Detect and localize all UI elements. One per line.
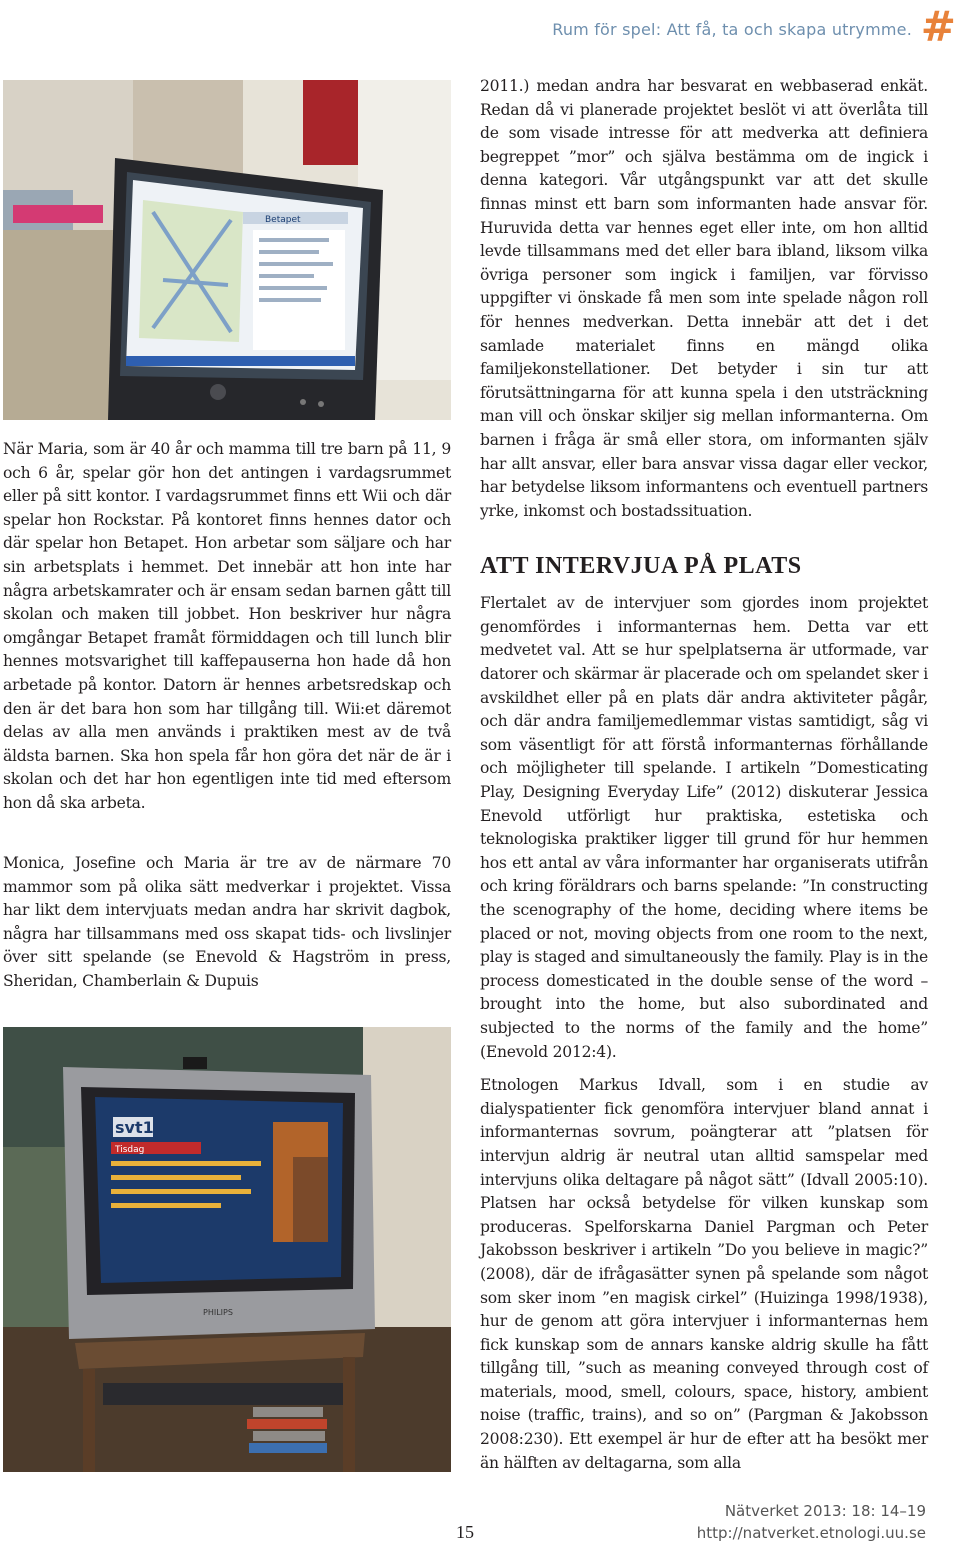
left-column-paragraph-2 — [3, 852, 451, 1004]
journal-citation: Nätverket 2013: 18: 14–19 — [724, 1502, 926, 1520]
section-hash-mark: # — [920, 2, 956, 51]
journal-url[interactable]: http://natverket.etnologi.uu.se — [696, 1524, 926, 1542]
tv-brand-label: PHILIPS — [203, 1308, 233, 1317]
right-column — [480, 75, 928, 1485]
body-paragraph: Monica, Josefine och Maria är tre av de närmare 70 mammor som på olika sätt medverkar i projektet. Vissa har likt dem intervjuats medan andra har skrivit dagbok, några har tillsammans med oss skapat tids- och livslinjer över sitt spelande (se Enevold & Hagström in press, Sheridan, Chamberlain & Dupuis — [3, 854, 451, 990]
tv-channel-logo: svt1 — [115, 1118, 154, 1137]
page-number: 15 — [456, 1522, 474, 1542]
left-column-paragraph-1 — [3, 438, 451, 826]
photo-computer-monitor — [3, 80, 451, 420]
section-heading: ATT INTERVJUA PÅ PLATS — [480, 553, 802, 580]
tv-day-label: Tisdag — [115, 1145, 145, 1155]
body-paragraph: 2011.) medan andra har besvarat en webbaserad enkät. Redan då vi planerade projektet beslöt vi att överlåta till de som visade intresse för att medverka att definiera begreppet ”mor” och själva bestämma om de ingick i denna kategori. Vår utgångspunkt var att det skulle finnas minst ett barn som informanten hade ansvar för. Huruvida detta var hennes eget eller inte, om hon alltid levde tillsammans med det eller bara ibland, liksom vilka övriga personer som ingick i familjen, var förvisso uppgifter vi önskade få men som inte spelade någon roll för hennes medverkan. Detta innebär att det i det samlade materialet finns en mängd olika familjekonstellationer. Det betyder i sin tur att förutsättningarna för att kunna spela i den utsträckning man vill och önskar skiljer sig mellan informanterna. Om barnen i fråga är små eller stora, om informanten själv har allt ansvar, eller bara ansvar vissa dagar eller veckor, har betydelse liksom informantens och eventuell partners yrke, inkomst och bostadssituation. — [480, 77, 928, 520]
body-paragraph: Etnologen Markus Idvall, som i en studie av dialyspatienter fick genomföra intervjuer bland annat i informanternas sovrum, poängterar att ”platsen för intervjun aldrig är neutral utan alltid samspelar med intervjuns olika deltagare på något sätt” (Idvall 2005:10). Platsen har också betydelse för vilken kunskap som produceras. Spelforskarna Daniel Pargman och Peter Jakobsson beskriver i artikeln ”Do you believe in magic?” (2008), där de ifrågasätter synen på spelande som något som sker inom ”en magisk cirkel” (Huizinga 1998/1938), hur de genom att göra intervjuer i informanternas hem fick kunskap som de annars kanske aldrig skulle ha fått tillgång till, ”such as meaning conveyed through cost of materials, mood, smell, colours, space, history, ambient noise (traffic, trains), and so on” (Pargman & Jakobsson 2008:230). Ett exempel är hur de efter att ha besökt mer än hälften av deltagarna, som alla — [480, 1076, 928, 1472]
body-paragraph: När Maria, som är 40 år och mamma till tre barn på 11, 9 och 6 år, spelar gör hon det antingen i vardagsrummet eller på sitt kontor. I vardagsrummet finns ett Wii och där spelar hon Rockstar. På kontoret finns hennes dator och där spelar hon Betapet. Hon arbetar som säljare och har sin arbetsplats i hemmet. Det innebär att hon inte har några arbetskamrater och är ensam sedan barnen gått till skolan och maken till jobbet. Hon beskriver hur några omgångar Betapet framåt förmiddagen och till lunch blir hennes motsvarighet till kaffepauserna hon hade då hon arbetade på kontor. Datorn är hennes arbetsredskap och den är det bara hon som har tillgång till. Wii:et däremot delas av alla men används i praktiken mest av de två äldsta barnen. Ska hon spela får hon göra det när de är i skolan och det har hon egentligen inte tid med eftersom hon då ska arbeta. — [3, 440, 451, 812]
running-title: Rum för spel: Att få, ta och skapa utrymme. — [552, 20, 912, 39]
body-paragraph: Flertalet av de intervjuer som gjordes inom projektet genomfördes i informanternas hem. Detta var ett medvetet val. Att se hur spelplatserna är utformade, var datorer och skärmar är placerade och om spelandet sker i avskildhet eller på en plats där andra aktiviteter pågår, och där andra familjemedlemmar vistas samtidigt, såg vi som väsentligt för att förstå informanternas förhållande och möjligheter till spelande. I artikeln ”Domesticating Play, Designing Everyday Life” (2012) diskuterar Jessica Enevold utförligt hur praktiska, estetiska och teknologiska praktiker ligger till grund för hur hemmen hos ett antal av våra informanter har organiserats utifrån och kring föräldrars och barns spelande: ”In constructing the scenography of the home, deciding where items be placed or not, moving objects from one room to the next, play is staged and simultaneously the family. Play is in the process domesticated in the double sense of the word – brought into the home, but also subordinated and subjected to the norms of the family and the home” (Enevold 2012:4). — [480, 594, 928, 1061]
monitor-screen-title: Betapet — [265, 215, 301, 225]
photo-television — [3, 1027, 451, 1472]
footer — [697, 1500, 926, 1544]
